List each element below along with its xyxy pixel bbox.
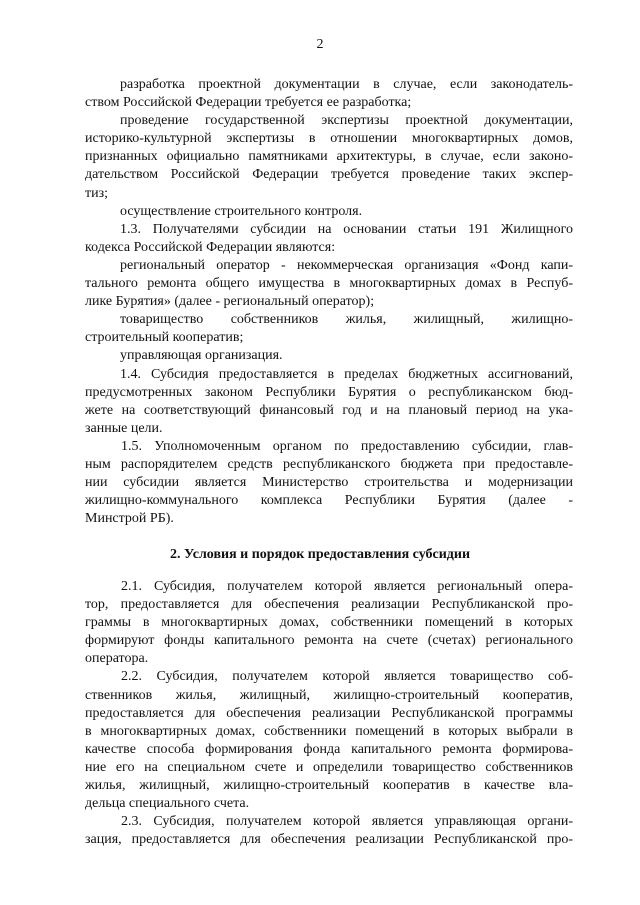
text-line: качестве способа формирования фонда капитального ремонта формирова- xyxy=(85,741,573,757)
text-line: 2.1. Субсидия, получателем которой является региональный опера- xyxy=(121,579,573,594)
text-line: занные цели. xyxy=(85,420,163,436)
page-number: 2 xyxy=(316,37,324,52)
text-line: товарищество собственников жилья, жилищный, жилищно- xyxy=(120,312,573,328)
section-1-continuation xyxy=(85,76,573,528)
text-line: нии субсидии является Министерство строительства и модернизации xyxy=(85,475,573,491)
text-line: ние его на специальном счете и определили товарищество собственников xyxy=(85,759,573,775)
text-line: предоставляется для обеспечения реализации Республиканской программы xyxy=(85,705,573,721)
text-line: предусмотренных законом Республики Бурятия о республиканском бюд- xyxy=(85,384,573,400)
text-line: жилищно-коммунального комплекса Республики Бурятия (далее - xyxy=(85,493,573,509)
text-line: региональный оператор - некоммерческая организация «Фонд капи- xyxy=(120,257,573,273)
text-line: граммы в многоквартирных домах, собственники помещений в которых xyxy=(85,615,573,631)
text-line: Минстрой РБ). xyxy=(85,511,174,527)
text-line: тального ремонта общего имущества в многоквартирных домах в Респуб- xyxy=(85,276,573,292)
text-line: тиз; xyxy=(85,185,109,201)
text-line: ством Российской Федерации требуется ее разработка; xyxy=(85,95,412,111)
text-line: формируют фонды капитального ремонта на счете (счетах) регионального xyxy=(85,633,573,649)
text-line: ным распорядителем средств республиканского бюджета при предоставле- xyxy=(85,456,573,472)
text-line: кодекса Российской Федерации являются: xyxy=(85,239,336,255)
section-2-body xyxy=(85,578,573,849)
text-line: тор, предоставляется для обеспечения реализации Республиканской про- xyxy=(85,597,573,613)
text-line: жете на соответствующий финансовый год и на плановый период на ука- xyxy=(85,402,573,418)
text-line: осуществление строительного контроля. xyxy=(120,203,363,219)
text-line: лике Бурятия» (далее - региональный оператор); xyxy=(85,294,375,310)
text-line: дельца специального счета. xyxy=(85,796,250,812)
text-line: в многоквартирных домах, собственники помещений в которых выбрали в xyxy=(85,723,573,739)
text-line: оператора. xyxy=(85,651,149,667)
text-line: разработка проектной документации в случае, если законодатель- xyxy=(120,77,573,92)
text-line: ственников жилья, жилищный, жилищно-строительный кооператив, xyxy=(85,687,573,703)
text-line: 1.3. Получателями субсидии на основании статьи 191 Жилищного xyxy=(120,221,573,237)
text-line: 1.5. Уполномоченным органом по предоставлению субсидии, глав- xyxy=(121,438,573,454)
text-line: проведение государственной экспертизы проектной документации, xyxy=(120,113,573,129)
text-line: историко-культурной экспертизы в отношении многоквартирных домов, xyxy=(85,131,573,147)
text-line: признанных официально памятниками архитектуры, в случае, если законо- xyxy=(85,149,573,165)
text-line: дательством Российской Федерации требуется проведение таких экспер- xyxy=(85,167,573,183)
section-2-heading: 2. Условия и порядок предоставления субсидии xyxy=(169,547,471,562)
text-line: 2.3. Субсидия, получателем которой является управляющая органи- xyxy=(121,814,573,830)
text-line: жилья, жилищный, жилищно-строительный кооператив в качестве вла- xyxy=(85,778,573,794)
text-line: 2.2. Субсидия, получателем которой является товарищество соб- xyxy=(121,669,573,685)
text-line: 1.4. Субсидия предоставляется в пределах бюджетных ассигнований, xyxy=(120,366,573,382)
text-line: строительный кооператив; xyxy=(85,330,244,346)
text-line: управляющая организация. xyxy=(120,348,283,364)
text-line: зация, предоставляется для обеспечения реализации Республиканской про- xyxy=(85,832,573,848)
